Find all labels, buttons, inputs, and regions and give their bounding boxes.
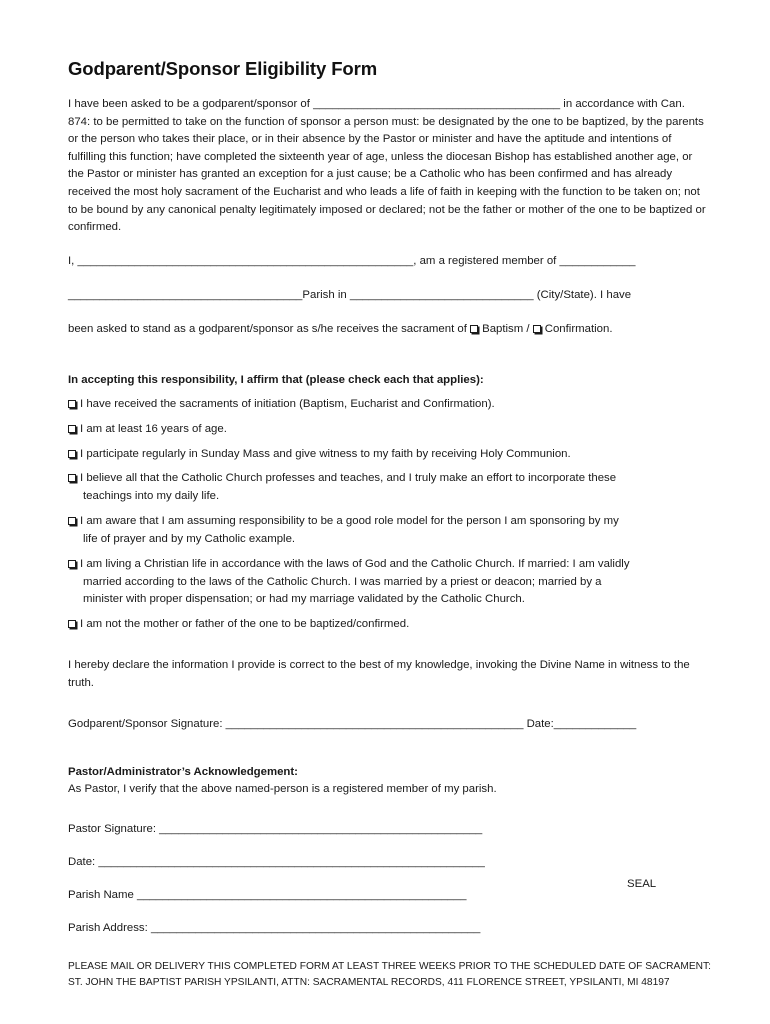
page-title: Godparent/Sponsor Eligibility Form [68,58,378,79]
footer-line-1: PLEASE MAIL OR DELIVERY THIS COMPLETED FORM AT LEAST THREE WEEKS PRIOR TO THE SCHEDULED DATE OF SACRAMENT: [68,961,711,972]
pastor-signature-field[interactable]: Pastor Signature: ___________________________________________________ [68,823,483,835]
pastor-verify-text: As Pastor, I verify that the above named-person is a registered member of my parish. [68,783,497,795]
footer [68,959,711,991]
affirm-checkbox[interactable] [68,560,76,568]
pastor-heading: Pastor/Administrator’s Acknowledgement: [68,766,298,778]
affirm-checkbox[interactable] [68,400,76,408]
affirm-item-text: I participate regularly in Sunday Mass and give witness to my faith by receiving Holy Communion. [80,448,571,460]
affirm-item [68,470,708,505]
intro-paragraph: I have been asked to be a godparent/sponsor of _______________________________________ in accordance with Can. 874: to be permitted to take on the function of sponsor a person must: be designated by the one to be baptized, by the parents or the person who takes their place, or in their absence by the Pastor or minister and have the aptitude and intentions of fulfilling this function; have completed the sixteenth year of age, unless the diocesan Bishop has established another age, or the Pastor or minister has granted an exception for a just cause; be a Catholic who has been confirmed and has already received the most holy sacrament of the Eucharist and who leads a life of faith in keeping with the function to be taken on; not to be bound by any canonical penalty legitimately imposed or declared; not be the father or mother of the one to be baptized or confirmed. [68,98,706,234]
affirm-item-text: I am not the mother or father of the one to be baptized/confirmed. [80,618,410,630]
affirm-item-cont: minister with proper dispensation; or had my marriage validated by the Catholic Church. [83,593,525,606]
affirm-item [68,396,708,414]
sponsor-signature-line[interactable]: Godparent/Sponsor Signature: _______________________________________________ Date:_____________ [68,718,637,730]
declaration-paragraph: I hereby declare the information I provide is correct to the best of my knowledge, invoking the Divine Name in witness to the truth. [68,659,690,689]
affirm-heading: In accepting this responsibility, I affirm that (please check each that applies): [68,374,484,386]
declaration-line-1[interactable]: I, _____________________________________________________, am a registered member of ____________ [68,255,636,267]
affirm-item-cont: married according to the laws of the Catholic Church. I was married by a priest or deacon; married by a [83,575,602,588]
parish-name-field[interactable]: Parish Name ____________________________________________________ [68,889,467,901]
baptism-checkbox[interactable] [470,325,478,333]
affirm-item-text: I am at least 16 years of age. [80,423,227,435]
affirm-item [68,513,708,548]
affirm-item [68,421,708,439]
affirm-checkbox[interactable] [68,425,76,433]
affirm-item-text: I am living a Christian life in accordance with the laws of God and the Catholic Church. If married: I am validly [80,558,630,570]
affirm-checkbox[interactable] [68,474,76,482]
affirm-checkbox[interactable] [68,450,76,458]
affirm-item [68,616,708,634]
pastor-date-field[interactable]: Date: _____________________________________________________________ [68,856,485,868]
declaration-line-3-text: been asked to stand as a godparent/sponsor as s/he receives the sacrament of [68,323,467,335]
affirm-checkbox[interactable] [68,517,76,525]
affirm-item-text: I am aware that I am assuming responsibility to be a good role model for the person I am sponsoring by my [80,515,619,527]
affirm-item-text: I believe all that the Catholic Church professes and teaches, and I truly make an effort to incorporate these [80,472,617,484]
affirm-item-cont: life of prayer and by my Catholic example. [83,532,296,545]
affirm-item-text: I have received the sacraments of initiation (Baptism, Eucharist and Confirmation). [80,398,495,410]
baptism-label: Baptism / [482,323,530,335]
seal-label: SEAL [627,878,657,890]
confirmation-label: Confirmation. [544,323,613,335]
affirm-item [68,446,708,464]
affirm-checkbox[interactable] [68,620,76,628]
declaration-line-2[interactable]: _____________________________________Parish in _____________________________ (City/State). I have [68,289,632,301]
affirm-item-cont: teachings into my daily life. [83,489,220,502]
footer-line-2: ST. JOHN THE BAPTIST PARISH YPSILANTI, ATTN: SACRAMENTAL RECORDS, 411 FLORENCE STREET, YPSILANTI, MI 48197 [68,977,670,988]
confirmation-checkbox[interactable] [533,325,541,333]
parish-address-field[interactable]: Parish Address: ____________________________________________________ [68,922,481,934]
declaration-line-3 [68,321,613,337]
affirm-item [68,556,708,609]
